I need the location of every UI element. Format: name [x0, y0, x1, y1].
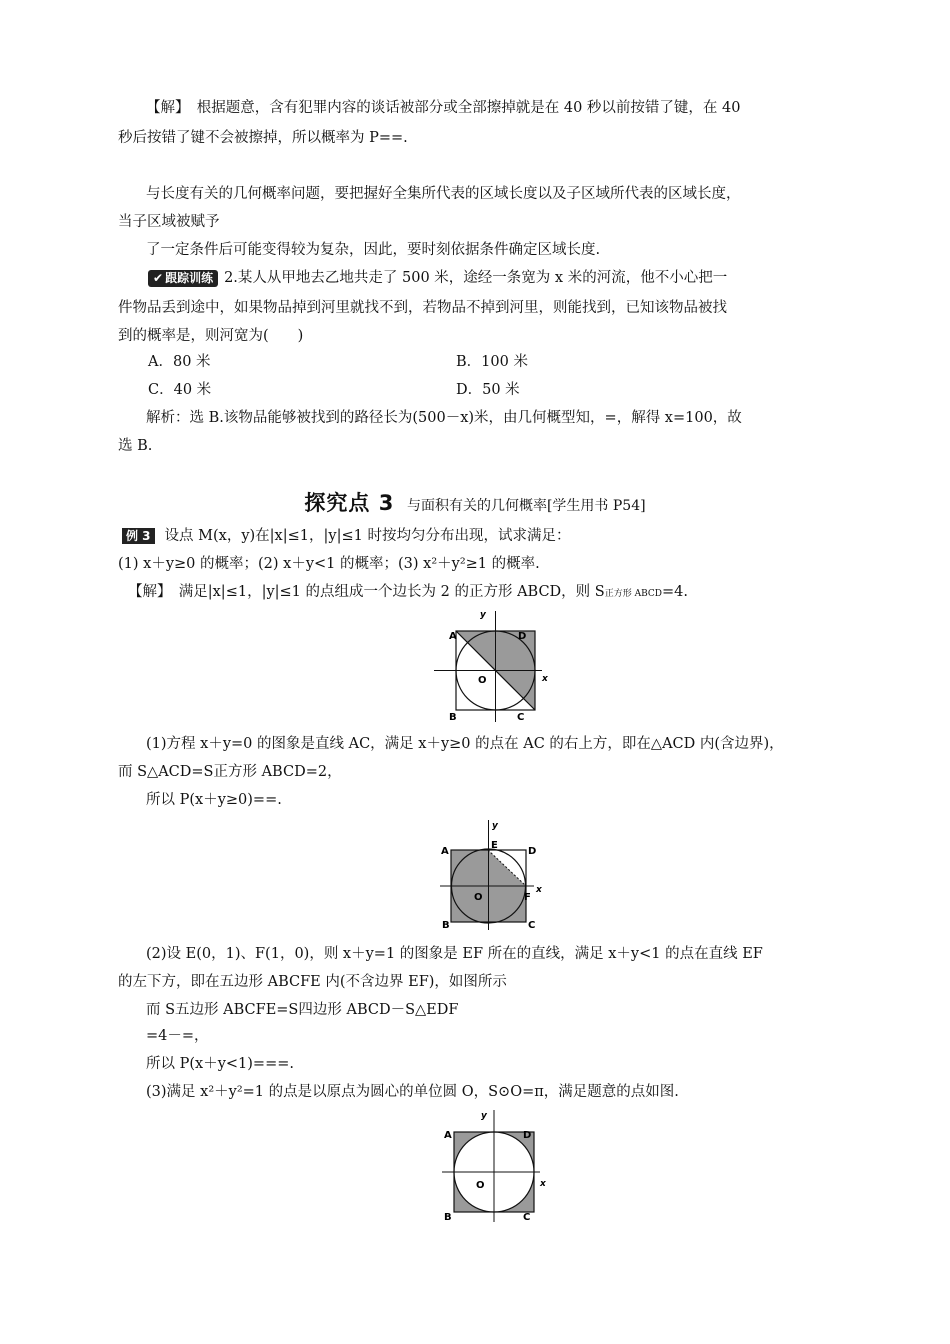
practice-line-3: 到的概率是，则河宽为( ) [118, 328, 304, 344]
practice-line-1: ✔ 跟踪训练 2.某人从甲地去乙地共走了 500 米，途经一条宽为 x 米的河流，他不小心把一 [148, 268, 868, 288]
part3-line-1: (3)满足 x²＋y²=1 的点是以原点为圆心的单位圆 O，S⊙O=π，满足题意的点如图. [146, 1084, 679, 1100]
svg-text:A: A [449, 631, 457, 642]
section-subtitle: 与面积有关的几何概率[学生用书 P54] [406, 498, 646, 514]
part1-line-2: 而 S△ACD=S正方形 ABCD=2， [118, 764, 342, 780]
svg-text:C: C [528, 920, 536, 931]
part2-line-1: (2)设 E(0，1)、F(1，0)，则 x＋y=1 的图象是 EF 所在的直线，满足 x＋y<1 的点在直线 EF [146, 946, 763, 962]
summary-line-1: 与长度有关的几何概率问题，要把握好全集所代表的区域长度以及子区域所代表的区域长度， [146, 186, 741, 202]
analysis-line-2: 选 B. [118, 438, 153, 454]
svg-text:A: A [444, 1130, 452, 1141]
svg-text:C: C [523, 1212, 531, 1223]
svg-text:A: A [441, 846, 449, 857]
solution-line-1: 【解】 根据题意，含有犯罪内容的谈话被部分或全部擦掉就是在 40 秒以前按错了键，在 40 [146, 100, 741, 116]
section-heading [0, 488, 950, 521]
figure-2 [436, 816, 556, 932]
svg-text:x: x [540, 1179, 546, 1189]
svg-text:x: x [542, 674, 548, 684]
figure-3 [436, 1106, 556, 1228]
svg-text:y: y [480, 610, 486, 620]
analysis-line-1: 解析：选 B.该物品能够被找到的路径长为(500－x)米，由几何概型知，=，解得 x=100，故 [146, 410, 742, 426]
part2-line-5: 所以 P(x＋y<1)===. [146, 1056, 294, 1072]
svg-text:B: B [442, 920, 450, 931]
svg-text:B: B [449, 712, 457, 723]
svg-text:O: O [474, 892, 483, 903]
svg-text:x: x [536, 885, 542, 895]
summary-line-3: 了一定条件后可能变得较为复杂，因此，要时刻依据条件确定区域长度. [146, 242, 601, 258]
svg-text:O: O [478, 675, 487, 686]
svg-text:F: F [524, 892, 531, 903]
section-title: 探究点 3 [304, 491, 395, 515]
option-d: D．50 米 [456, 382, 520, 398]
part1-line-1: (1)方程 x＋y=0 的图象是直线 AC，满足 x＋y≥0 的点在 AC 的右上方，即在△ACD 内(含边界)， [146, 736, 784, 752]
svg-text:D: D [518, 631, 527, 642]
svg-text:B: B [444, 1212, 452, 1223]
practice-line-2: 件物品丢到途中，如果物品掉到河里就找不到，若物品不掉到河里，则能找到，已知该物品被找 [118, 300, 727, 316]
check-icon: ✔ [153, 271, 164, 285]
summary-line-2: 当子区域被赋予 [118, 214, 220, 230]
figure-1 [430, 606, 560, 728]
part2-line-2: 的左下方，即在五边形 ABCFE 内(不含边界 EF)，如图所示 [118, 974, 507, 990]
part2-line-3: 而 S五边形 ABCFE=S四边形 ABCD－S△EDF [146, 1002, 459, 1018]
solution-line-2: 秒后按错了键不会被擦掉，所以概率为 P==. [118, 130, 408, 146]
svg-text:D: D [523, 1130, 532, 1141]
example-line-1: 例 3 设点 M(x，y)在|x|≤1，|y|≤1 时按均匀分布出现，试求满足： [122, 526, 842, 546]
svg-text:O: O [476, 1180, 485, 1191]
svg-text:y: y [492, 821, 498, 831]
svg-text:E: E [491, 840, 498, 851]
svg-text:C: C [517, 712, 525, 723]
example-badge: 例 3 [122, 528, 155, 544]
part1-line-3: 所以 P(x＋y≥0)==. [146, 792, 282, 808]
svg-text:y: y [481, 1111, 487, 1121]
example-line-3: 【解】 满足|x|≤1，|y|≤1 的点组成一个边长为 2 的正方形 ABCD，则 S正方形 ABCD=4. [128, 584, 688, 600]
part2-line-4: =4－=， [146, 1028, 209, 1044]
option-a: A．80 米 [148, 354, 211, 370]
example-line-2: (1) x＋y≥0 的概率；(2) x＋y<1 的概率；(3) x²＋y²≥1 的概率. [118, 556, 540, 572]
option-c: C．40 米 [148, 382, 212, 398]
svg-text:D: D [528, 846, 537, 857]
practice-badge: ✔ 跟踪训练 [148, 270, 218, 287]
option-b: B．100 米 [456, 354, 528, 370]
